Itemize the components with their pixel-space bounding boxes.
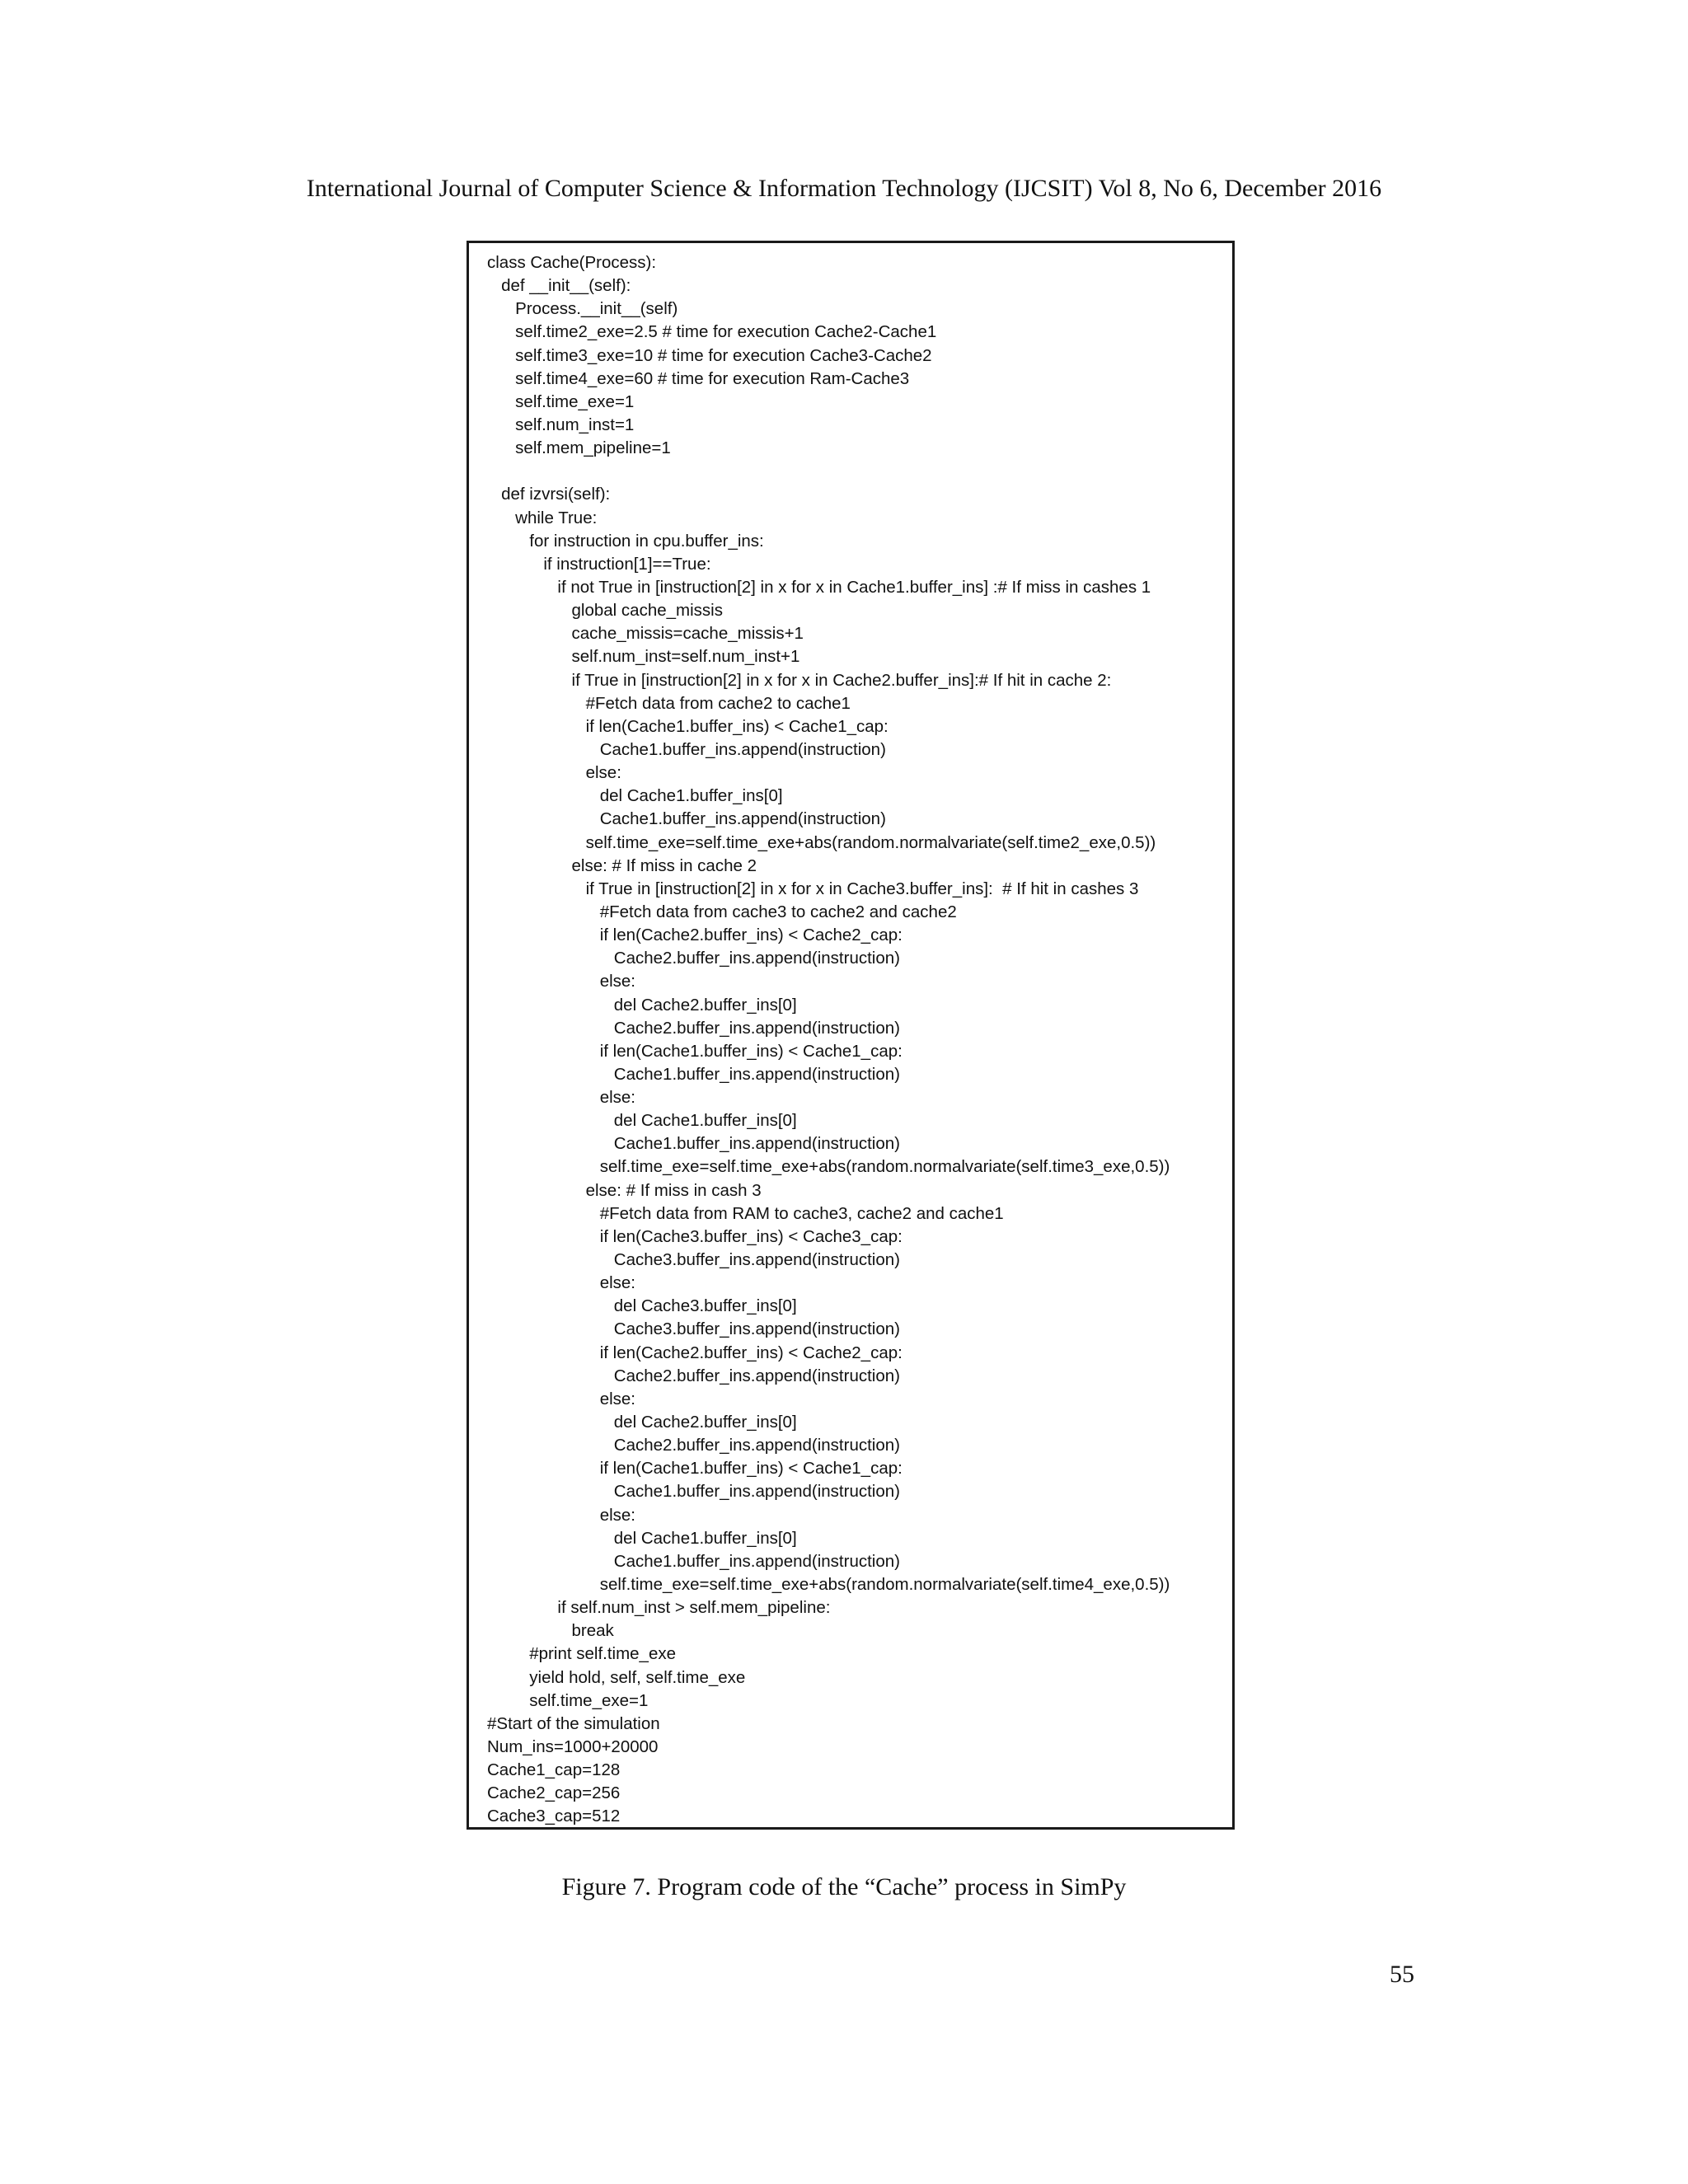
code-line: self.time2_exe=2.5 # time for execution Cache2-Cache1 bbox=[487, 322, 937, 342]
code-line: Cache2.buffer_ins.append(instruction) bbox=[487, 1018, 900, 1038]
code-line: if True in [instruction[2] in x for x in Cache3.buffer_ins]: # If hit in cashes 3 bbox=[487, 879, 1139, 898]
code-line: else: bbox=[487, 1088, 635, 1108]
code-line: if len(Cache1.buffer_ins) < Cache1_cap: bbox=[487, 716, 889, 736]
code-line: self.time4_exe=60 # time for execution Ram-Cache3 bbox=[487, 368, 910, 388]
code-line: del Cache3.buffer_ins[0] bbox=[487, 1296, 797, 1316]
code-line bbox=[487, 460, 1170, 483]
code-line: yield hold, self, self.time_exe bbox=[487, 1667, 746, 1687]
code-line: Cache2.buffer_ins.append(instruction) bbox=[487, 1436, 900, 1455]
code-line: self.time_exe=self.time_exe+abs(random.normalvariate(self.time4_exe,0.5)) bbox=[487, 1575, 1170, 1595]
code-line: del Cache2.buffer_ins[0] bbox=[487, 1413, 797, 1432]
code-line: self.num_inst=1 bbox=[487, 415, 635, 434]
code-line: if len(Cache1.buffer_ins) < Cache1_cap: bbox=[487, 1459, 903, 1479]
code-line: self.time_exe=self.time_exe+abs(random.normalvariate(self.time3_exe,0.5)) bbox=[487, 1157, 1170, 1177]
code-line: Cache3.buffer_ins.append(instruction) bbox=[487, 1250, 900, 1270]
running-header: International Journal of Computer Science & Information Technology (IJCSIT) Vol 8, No 6, December 2016 bbox=[306, 175, 1382, 202]
code-line: Process.__init__(self) bbox=[487, 299, 678, 319]
code-line: global cache_missis bbox=[487, 601, 723, 621]
code-listing-figure bbox=[467, 241, 1235, 1830]
code-line: del Cache2.buffer_ins[0] bbox=[487, 995, 797, 1015]
code-line: Cache1.buffer_ins.append(instruction) bbox=[487, 1134, 900, 1154]
code-line: if len(Cache2.buffer_ins) < Cache2_cap: bbox=[487, 1343, 903, 1362]
code-line: def izvrsi(self): bbox=[487, 485, 611, 504]
code-line: self.mem_pipeline=1 bbox=[487, 438, 671, 458]
code-line: #print self.time_exe bbox=[487, 1644, 677, 1664]
code-line: if len(Cache3.buffer_ins) < Cache3_cap: bbox=[487, 1226, 903, 1246]
code-line: class Cache(Process): bbox=[487, 253, 657, 272]
code-line: del Cache1.buffer_ins[0] bbox=[487, 786, 783, 806]
code-line: cache_missis=cache_missis+1 bbox=[487, 624, 804, 644]
code-line: else: bbox=[487, 1505, 635, 1525]
code-line: self.time3_exe=10 # time for execution Cache3-Cache2 bbox=[487, 345, 932, 365]
code-line: #Fetch data from RAM to cache3, cache2 and cache1 bbox=[487, 1203, 1004, 1223]
code-line: Cache3_cap=512 bbox=[487, 1807, 621, 1826]
code-line: if instruction[1]==True: bbox=[487, 554, 711, 574]
figure-caption: Figure 7. Program code of the “Cache” process in SimPy bbox=[561, 1873, 1127, 1900]
code-line: else: bbox=[487, 1273, 635, 1293]
code-line: #Start of the simulation bbox=[487, 1713, 660, 1733]
code-line: Cache2_cap=256 bbox=[487, 1783, 621, 1803]
code-line: break bbox=[487, 1621, 614, 1641]
code-line: self.num_inst=self.num_inst+1 bbox=[487, 647, 800, 667]
code-line: else: # If miss in cache 2 bbox=[487, 855, 757, 875]
code-line: Cache2.buffer_ins.append(instruction) bbox=[487, 949, 900, 968]
code-listing bbox=[487, 251, 1170, 1829]
code-line: if len(Cache2.buffer_ins) < Cache2_cap: bbox=[487, 926, 903, 945]
code-line: else: bbox=[487, 972, 635, 991]
code-line: if len(Cache1.buffer_ins) < Cache1_cap: bbox=[487, 1041, 903, 1061]
code-line: Cache3.buffer_ins.append(instruction) bbox=[487, 1319, 900, 1339]
code-line: self.time_exe=self.time_exe+abs(random.normalvariate(self.time2_exe,0.5)) bbox=[487, 832, 1156, 852]
code-line: if True in [instruction[2] in x for x in Cache2.buffer_ins]:# If hit in cache 2: bbox=[487, 670, 1112, 690]
page-number: 55 bbox=[1390, 1961, 1414, 1988]
code-line: del Cache1.buffer_ins[0] bbox=[487, 1528, 797, 1548]
code-line: else: # If miss in cash 3 bbox=[487, 1180, 762, 1200]
code-line: Num_ins=1000+20000 bbox=[487, 1737, 659, 1756]
code-line: #Fetch data from cache3 to cache2 and cache2 bbox=[487, 902, 957, 921]
code-line: del Cache1.buffer_ins[0] bbox=[487, 1111, 797, 1131]
code-line: def __init__(self): bbox=[487, 276, 631, 296]
code-line: self.time_exe=1 bbox=[487, 391, 635, 411]
code-line: Cache1.buffer_ins.append(instruction) bbox=[487, 1064, 900, 1084]
code-line: self.time_exe=1 bbox=[487, 1690, 649, 1710]
code-line: #Fetch data from cache2 to cache1 bbox=[487, 693, 851, 713]
code-line: Cache1.buffer_ins.append(instruction) bbox=[487, 1482, 900, 1502]
code-line: else: bbox=[487, 763, 621, 783]
code-line: if self.num_inst > self.mem_pipeline: bbox=[487, 1598, 831, 1618]
code-line: Cache1.buffer_ins.append(instruction) bbox=[487, 809, 886, 829]
code-line: Cache1.buffer_ins.append(instruction) bbox=[487, 1551, 900, 1571]
code-line: else: bbox=[487, 1389, 635, 1408]
code-line: Cache1_cap=128 bbox=[487, 1760, 621, 1780]
code-line: Cache2.buffer_ins.append(instruction) bbox=[487, 1366, 900, 1385]
code-line: for instruction in cpu.buffer_ins: bbox=[487, 531, 764, 551]
code-line: while True: bbox=[487, 508, 598, 527]
code-line: if not True in [instruction[2] in x for x in Cache1.buffer_ins] :# If miss in cashes 1 bbox=[487, 577, 1151, 597]
code-line: Cache1.buffer_ins.append(instruction) bbox=[487, 739, 886, 759]
